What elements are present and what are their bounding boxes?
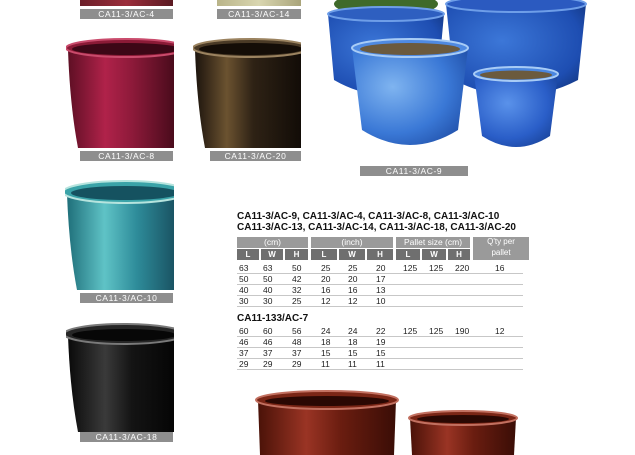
cell: 60 (263, 326, 273, 336)
spec-title-2: CA11-133/AC-7 (237, 313, 309, 324)
table-row (237, 348, 523, 359)
cell: 37 (239, 348, 249, 358)
cell: 19 (376, 337, 386, 347)
cell: 20 (348, 274, 358, 284)
cell: 40 (263, 285, 273, 295)
cell: 16 (495, 263, 505, 273)
cell: 18 (321, 337, 331, 347)
sub-l-pallet: L (396, 249, 420, 260)
cell: 56 (292, 326, 302, 336)
pot-ac18-image (66, 320, 174, 432)
cell: 32 (292, 285, 302, 295)
spec-title-line1: CA11-3/AC-9, CA11-3/AC-4, CA11-3/AC-8, CA11-3/AC-10 (237, 211, 500, 222)
sub-w-cm: W (261, 249, 283, 260)
cell: 25 (292, 296, 302, 306)
cell: 50 (292, 263, 302, 273)
table-row (237, 337, 523, 348)
header-qty-line1: Q'ty per (487, 237, 515, 246)
cell: 25 (348, 263, 358, 273)
cell: 13 (376, 285, 386, 295)
cell: 50 (239, 274, 249, 284)
table-row (237, 296, 523, 307)
cell: 11 (376, 359, 385, 369)
pot-ac14-top (217, 0, 301, 6)
cell: 40 (239, 285, 249, 295)
cell: 63 (239, 263, 249, 273)
cell: 16 (348, 285, 358, 295)
sub-l-cm: L (237, 249, 259, 260)
pot-ac20-image (193, 36, 301, 148)
header-inch: (inch) (311, 237, 393, 248)
cell: 50 (263, 274, 273, 284)
sub-h-cm: H (285, 249, 308, 260)
cell: 12 (321, 296, 331, 306)
cell: 125 (403, 263, 418, 273)
sub-h-pallet: H (448, 249, 470, 260)
sub-w-pallet: W (422, 249, 446, 260)
cell: 12 (495, 326, 505, 336)
cell: 190 (455, 326, 470, 336)
cell: 220 (455, 263, 470, 273)
sub-l-inch: L (311, 249, 337, 260)
cell: 29 (292, 359, 302, 369)
pot-ac10-image (65, 178, 174, 290)
cell: 11 (348, 359, 357, 369)
cell: 12 (348, 296, 358, 306)
header-qty-line2: pallet (491, 247, 511, 257)
table-row (237, 359, 523, 370)
cell: 125 (429, 326, 444, 336)
cell: 10 (376, 296, 386, 306)
label-ac10: CA11-3/AC-10 (80, 293, 173, 303)
table-row (237, 274, 523, 285)
cell: 30 (263, 296, 273, 306)
table-row (237, 285, 523, 296)
pot-ac7-image (254, 388, 524, 455)
cell: 24 (348, 326, 358, 336)
cell: 46 (263, 337, 273, 347)
cell: 125 (429, 263, 444, 273)
pot-ac8-image (66, 36, 174, 148)
cell: 16 (321, 285, 331, 295)
cell: 15 (321, 348, 331, 358)
cell: 63 (263, 263, 273, 273)
cell: 22 (376, 326, 386, 336)
header-pallet: Pallet size (cm) (396, 237, 470, 248)
cell: 25 (321, 263, 331, 273)
cell: 18 (348, 337, 358, 347)
label-ac4: CA11-3/AC-4 (80, 9, 173, 19)
cell: 15 (376, 348, 386, 358)
cell: 42 (292, 274, 302, 284)
cell: 125 (403, 326, 418, 336)
cell: 24 (321, 326, 331, 336)
cell: 29 (239, 359, 249, 369)
cell: 11 (321, 359, 330, 369)
cell: 46 (239, 337, 249, 347)
label-ac8: CA11-3/AC-8 (80, 151, 173, 161)
label-ac14: CA11-3/AC-14 (217, 9, 301, 19)
cell: 30 (239, 296, 249, 306)
spec-title-line2: CA11-3/AC-13, CA11-3/AC-14, CA11-3/AC-18, CA11-3/AC-20 (237, 222, 516, 233)
label-ac20: CA11-3/AC-20 (210, 151, 301, 161)
pot-ac9-group-image (320, 0, 595, 160)
cell: 37 (292, 348, 302, 358)
pot-ac4-top (80, 0, 173, 6)
sub-w-inch: W (339, 249, 365, 260)
cell: 48 (292, 337, 302, 347)
table-row (237, 326, 523, 337)
cell: 17 (376, 274, 386, 284)
cell: 15 (348, 348, 358, 358)
label-ac18: CA11-3/AC-18 (80, 432, 173, 442)
cell: 20 (376, 263, 386, 273)
label-ac9: CA11-3/AC-9 (360, 166, 468, 176)
header-qty (473, 237, 529, 260)
header-cm: (cm) (237, 237, 308, 248)
table-row (237, 263, 523, 274)
cell: 29 (263, 359, 273, 369)
cell: 37 (263, 348, 273, 358)
cell: 60 (239, 326, 249, 336)
sub-h-inch: H (367, 249, 393, 260)
cell: 20 (321, 274, 331, 284)
